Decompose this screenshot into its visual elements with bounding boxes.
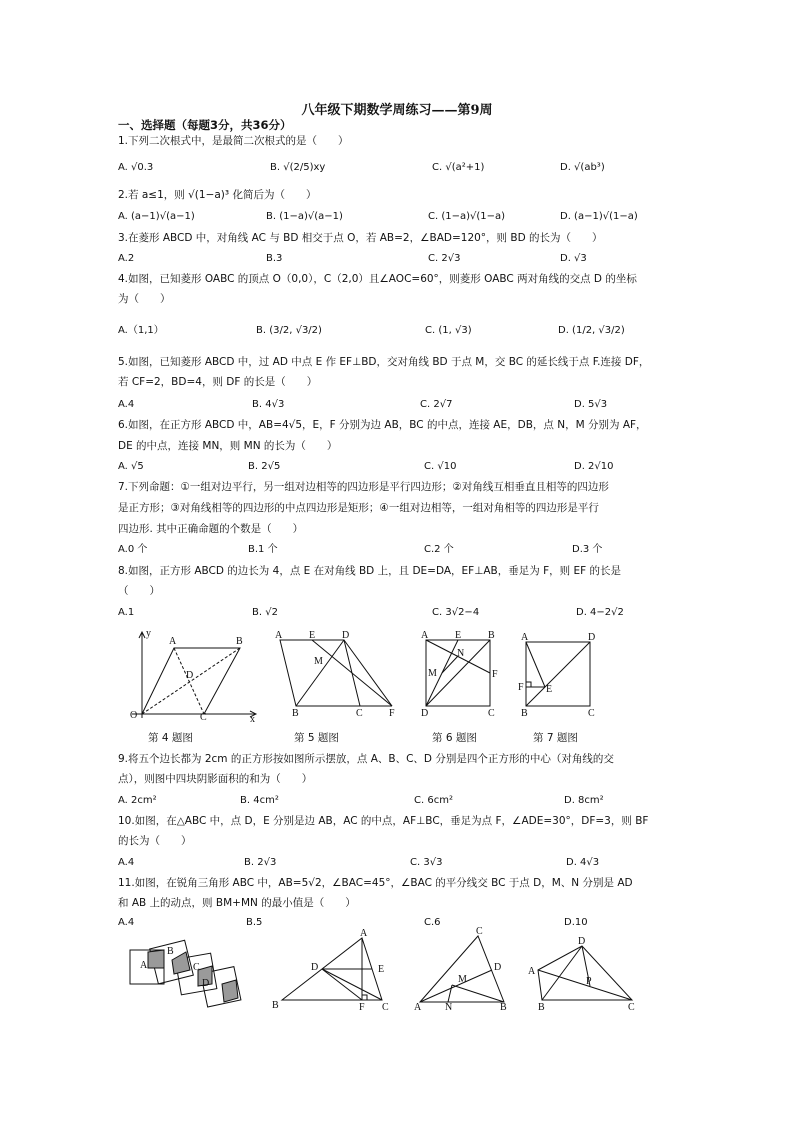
fig7-label-b: B: [521, 708, 528, 719]
q2-option-a: A. (a−1)√(a−1): [118, 211, 195, 222]
q3-option-d: D. √3: [560, 253, 587, 264]
question-7-line-2: 是正方形；③对角线相等的四边形的中点四边形是矩形；④一组对边相等，一组对角相等的四边形是平行: [118, 502, 599, 514]
fig6-label-m: M: [428, 668, 437, 679]
question-10-line-2: 的长为（ ）: [118, 835, 192, 847]
fig4-label-y: y: [146, 628, 151, 639]
q9-option-a: A. 2cm²: [118, 795, 157, 806]
fig4-label-d: D: [186, 670, 194, 681]
fig7-label-d: D: [588, 632, 596, 643]
question-5-line-1: 5.如图，已知菱形 ABCD 中，过 AD 中点 E 作 EF⊥BD，交对角线 BD 于点 M，交 BC 的延长线于点 F.连接 DF，: [118, 356, 650, 368]
question-11-line-1: 11.如图，在锐角三角形 ABC 中，AB=5√2，∠BAC=45°，∠BAC 的平分线交 BC 于点 D，M、N 分别是 AD: [118, 877, 633, 889]
q8-option-d: D. 4−2√2: [576, 607, 624, 618]
fig4-label-o: O: [130, 710, 138, 721]
q8-option-b: B. √2: [252, 607, 278, 618]
fig6-label-b: B: [488, 630, 495, 641]
question-7-line-1: 7.下列命题：①一组对边平行，另一组对边相等的四边形是平行四边形；②对角线互相垂直且相等的四边形: [118, 481, 609, 493]
question-5-line-2: 若 CF=2，BD=4，则 DF 的长是（ ）: [118, 376, 318, 388]
q2-option-b: B. (1−a)√(a−1): [266, 211, 343, 222]
q7-option-b: B.1 个: [248, 544, 278, 555]
q4-option-a: A.（1,1）: [118, 325, 164, 336]
fig10-label-b: B: [272, 1000, 279, 1011]
q5-option-a: A.4: [118, 399, 135, 410]
section-heading: 一、选择题（每题3分，共36分）: [118, 118, 292, 132]
q7-option-d: D.3 个: [572, 544, 603, 555]
fig5-label-f: F: [389, 708, 395, 719]
question-6-line-1: 6.如图，在正方形 ABCD 中，AB=4√5，E，F 分别为边 AB，BC 的中点，连接 AE，DB，点 N，M 分别为 AF，: [118, 419, 647, 431]
fig7-label-a: A: [521, 632, 529, 643]
q6-option-d: D. 2√10: [574, 461, 614, 472]
q2-option-d: D. (a−1)√(1−a): [560, 211, 638, 222]
q11-option-a: A.4: [118, 917, 135, 928]
question-9-line-1: 9.将五个边长都为 2cm 的正方形按如图所示摆放，点 A、B、C、D 分别是四个正方形的中心（对角线的交: [118, 753, 614, 765]
fig6-label-d: D: [421, 708, 429, 719]
fig12-label-c: C: [628, 1002, 635, 1013]
fig6-label-n: N: [457, 648, 465, 659]
fig11-label-b: B: [500, 1002, 507, 1013]
question-4-line-1: 4.如图，已知菱形 OABC 的顶点 O（0,0），C（2,0）且∠AOC=60°，则菱形 OABC 两对角线的交点 D 的坐标: [118, 273, 637, 285]
fig5-label-m: M: [314, 656, 323, 667]
question-8-line-1: 8.如图，正方形 ABCD 的边长为 4，点 E 在对角线 BD 上，且 DE=DA，EF⊥AB，垂足为 F，则 EF 的长是: [118, 565, 621, 577]
q10-option-a: A.4: [118, 857, 135, 868]
question-8-line-2: （ ）: [118, 585, 160, 597]
fig6-label-c: C: [488, 708, 495, 719]
fig9-label-c: C: [193, 962, 200, 973]
fig7-label-e: E: [546, 684, 553, 695]
fig7-label-f: F: [518, 682, 524, 693]
q7-option-c: C.2 个: [424, 544, 454, 555]
fig4-label-a: A: [169, 636, 177, 647]
figure-5-rhombus: [272, 630, 402, 720]
q10-option-c: C. 3√3: [410, 857, 443, 868]
q6-option-b: B. 2√5: [248, 461, 281, 472]
caption-fig7: 第 7 题图: [533, 732, 578, 744]
page-title: 八年级下期数学周练习——第9周: [301, 103, 493, 118]
q10-option-b: B. 2√3: [244, 857, 277, 868]
q6-option-a: A. √5: [118, 461, 144, 472]
figure-7-square: [518, 632, 602, 718]
fig6-label-e: E: [455, 630, 462, 641]
fig9-label-b: B: [167, 946, 174, 957]
fig11-label-a: A: [414, 1002, 422, 1013]
q4-option-d: D. (1/2, √3/2): [558, 325, 625, 336]
fig4-label-c: C: [200, 712, 207, 723]
q7-option-a: A.0 个: [118, 544, 148, 555]
fig9-label-d: D: [202, 978, 210, 989]
q9-option-b: B. 4cm²: [240, 795, 279, 806]
fig11-label-d: D: [494, 962, 502, 973]
q3-option-a: A.2: [118, 253, 135, 264]
q4-option-c: C. (1, √3): [425, 325, 472, 336]
q3-option-b: B.3: [266, 253, 283, 264]
caption-fig5: 第 5 题图: [294, 732, 339, 744]
question-6-line-2: DE 的中点，连接 MN，则 MN 的长为（ ）: [118, 440, 338, 452]
fig5-label-d: D: [342, 630, 350, 641]
q1-option-b: B. √(2/5)xy: [270, 162, 326, 173]
q10-option-d: D. 4√3: [566, 857, 600, 868]
q1-option-c: C. √(a²+1): [432, 162, 485, 173]
fig12-label-a: A: [528, 966, 536, 977]
q1-option-d: D. √(ab³): [560, 162, 605, 173]
question-7-line-3: 四边形. 其中正确命题的个数是（ ）: [118, 523, 304, 535]
fig9-label-a: A: [140, 960, 148, 971]
q8-option-a: A.1: [118, 607, 135, 618]
fig10-label-f: F: [359, 1002, 365, 1013]
fig11-label-m: M: [458, 974, 467, 985]
fig12-label-p: P: [586, 976, 592, 987]
q5-option-c: C. 2√7: [420, 399, 453, 410]
q5-option-d: D. 5√3: [574, 399, 608, 410]
fig4-label-x: x: [250, 714, 255, 725]
fig10-label-e: E: [378, 964, 385, 975]
caption-fig4: 第 4 题图: [148, 732, 193, 744]
fig5-label-a: A: [275, 630, 283, 641]
fig12-label-b: B: [538, 1002, 545, 1013]
q6-option-c: C. √10: [424, 461, 457, 472]
question-4-line-2: 为（ ）: [118, 293, 171, 305]
figure-12-quadrilateral: [528, 934, 640, 1013]
fig11-label-c: C: [476, 926, 483, 937]
q8-option-c: C. 3√2−4: [432, 607, 480, 618]
fig12-label-d: D: [578, 936, 586, 947]
q2-option-c: C. (1−a)√(1−a): [428, 211, 506, 222]
question-10-line-1: 10.如图，在△ABC 中，点 D，E 分别是边 AB，AC 的中点，AF⊥BC，垂足为点 F，∠ADE=30°，DF=3，则 BF: [118, 815, 649, 827]
q1-option-a: A. √0.3: [118, 162, 154, 173]
question-1: 1.下列二次根式中，是最简二次根式的是（ ）: [118, 135, 349, 147]
figure-4-rhombus-coordinate: [124, 628, 260, 725]
figure-6-square: [418, 630, 500, 718]
q11-option-c: C.6: [424, 917, 441, 928]
figure-11-triangle: [412, 926, 512, 1013]
figure-9-five-squares: [124, 930, 260, 1012]
q9-option-d: D. 8cm²: [564, 795, 604, 806]
fig5-label-e: E: [309, 630, 316, 641]
fig6-label-a: A: [421, 630, 429, 641]
question-9-line-2: 点），则图中四块阴影面积的和为（ ）: [118, 773, 313, 785]
q5-option-b: B. 4√3: [252, 399, 285, 410]
fig5-label-b: B: [292, 708, 299, 719]
q9-option-c: C. 6cm²: [414, 795, 453, 806]
q11-option-d: D.10: [564, 917, 588, 928]
q3-option-c: C. 2√3: [428, 253, 461, 264]
caption-fig6: 第 6 题图: [432, 732, 477, 744]
fig6-label-f: F: [492, 669, 498, 680]
figure-10-triangle: [272, 928, 396, 1013]
fig10-label-c: C: [382, 1002, 389, 1013]
q4-option-b: B. (3/2, √3/2): [256, 325, 322, 336]
question-3: 3.在菱形 ABCD 中，对角线 AC 与 BD 相交于点 O，若 AB=2，∠BAD=120°，则 BD 的长为（ ）: [118, 232, 603, 244]
question-2: 2.若 a≤1，则 √(1−a)³ 化简后为（ ）: [118, 189, 317, 201]
fig10-label-a: A: [360, 928, 368, 939]
fig5-label-c: C: [356, 708, 363, 719]
fig7-label-c: C: [588, 708, 595, 719]
fig11-label-n: N: [445, 1002, 453, 1013]
question-11-line-2: 和 AB 上的动点，则 BM+MN 的最小值是（ ）: [118, 897, 356, 909]
q11-option-b: B.5: [246, 917, 263, 928]
fig10-label-d: D: [311, 962, 319, 973]
fig4-label-b: B: [236, 636, 243, 647]
